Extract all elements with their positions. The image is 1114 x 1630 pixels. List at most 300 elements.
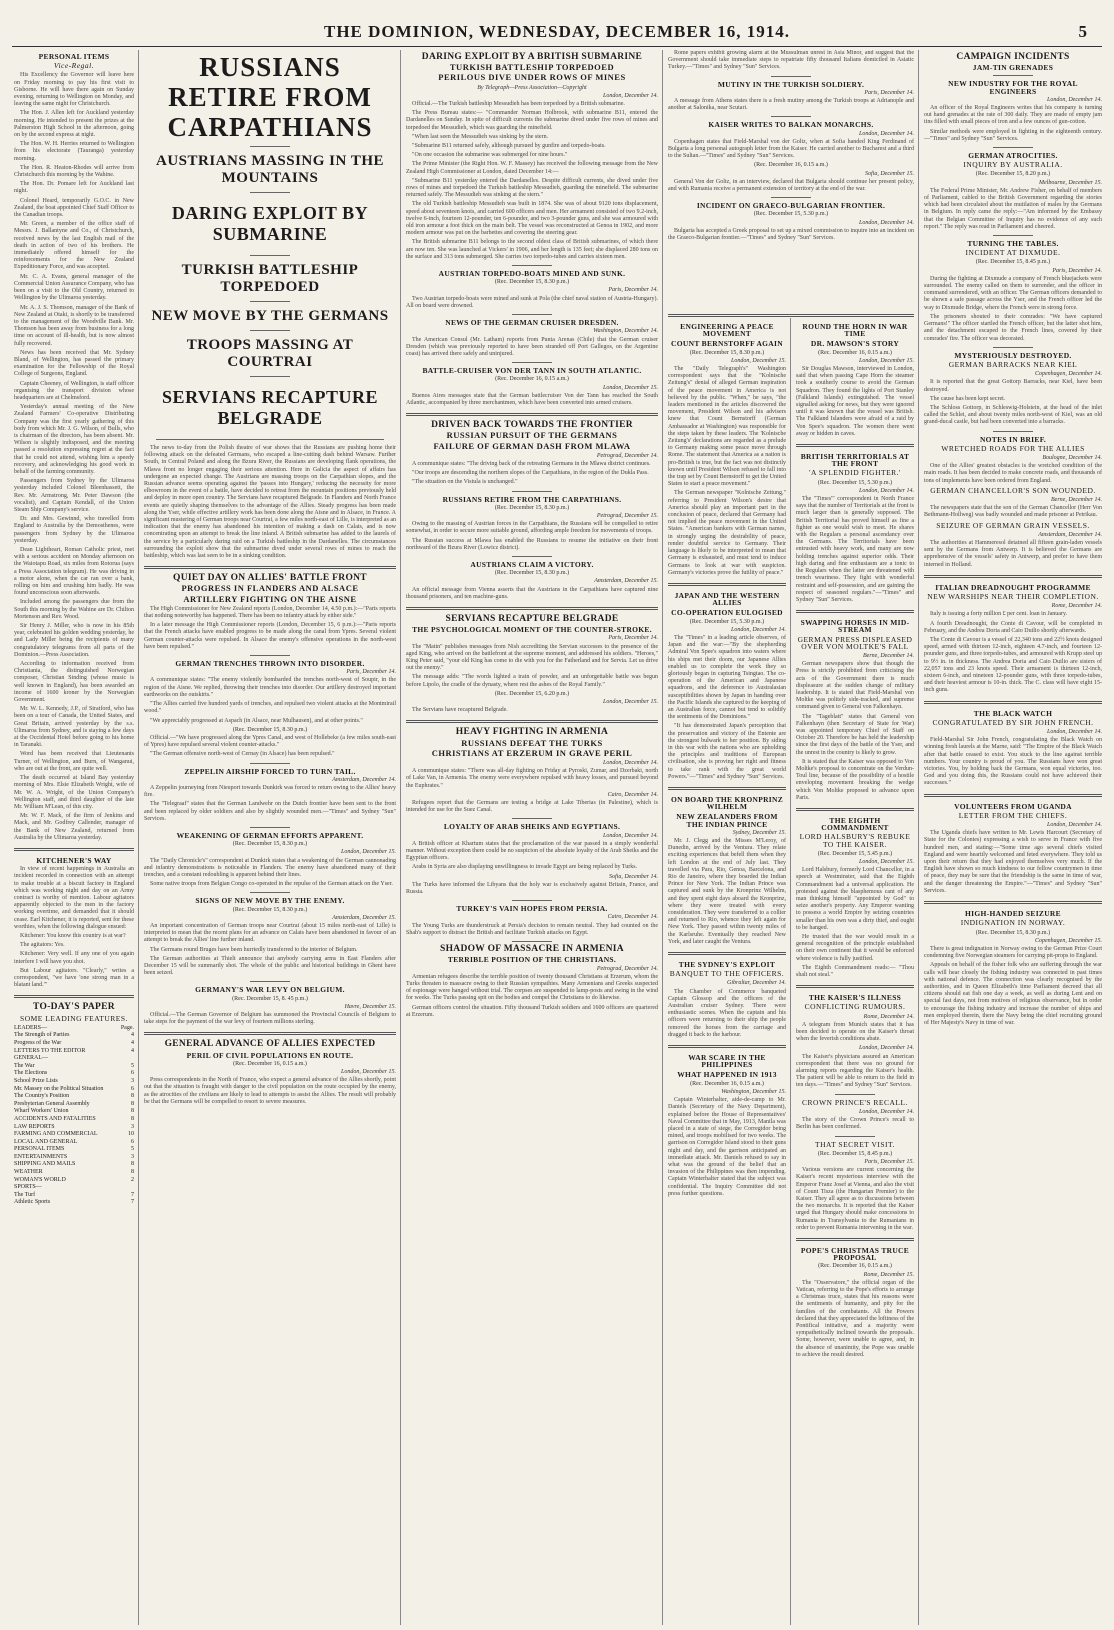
- column-naval-news: [406, 50, 658, 1625]
- index-row: [14, 1063, 134, 1071]
- headline: SERVIANS RECAPTURE BELGRADE: [162, 387, 378, 428]
- paragraph: The newspapers state that the son of the German Chancellor (Herr Von Bethmann-Hollweg) was badly wounded and made prisoner at Petrikau.: [924, 505, 1102, 519]
- paragraph: A telegram from Munich states that it has been decided to operate on the Kaiser's throat when the feverish conditions abate.: [796, 1021, 914, 1043]
- dateline: Washington, December 14.: [593, 328, 658, 335]
- headline: JAPAN AND THE WESTERN ALLIES: [674, 590, 780, 608]
- headline: NEW MOVE BY THE GERMANS: [151, 308, 389, 324]
- paragraph: "The German offensive north-west of Cernay (in Alsace) has been repulsed.": [150, 751, 335, 758]
- index-row: [14, 1161, 134, 1169]
- paragraph: The Uganda chiefs have written to Mr. Lewis Harcourt (Secretary of State for the Colonies) expressing a wish to serve in France with five hundred men, and stating:—"Some time ago several chiefs visited England and were heartily welcomed and feted everywhere. They told us upon their return that they had enjoyed themselves very much. If the English have shown so much kindness to our fellow countrymen in time of peace, they may be sure that the friendship is the same in time of war, and the danger threatening the Empire."—"Times" and Sydney "Sun" Services.: [924, 830, 1102, 894]
- subhead: CROWN PRINCE'S RECALL.: [802, 1097, 908, 1107]
- subhead: COUNT BERNSTORFF AGAIN: [671, 339, 783, 349]
- divider: [250, 892, 290, 893]
- received-line: (Rec. December 15, 8.45 p.m.): [975, 259, 1051, 266]
- subhead: KAISER WRITES TO BALKAN MONARCHS.: [708, 120, 874, 130]
- paragraph: Press correspondents in the North of France, who expect a general advance of the Allies shortly, point out that the situation is fraught with danger to the civil population on the route occupied by the enemy, as the atrocities of the civilians are likely to lead to attempts to assist the Allies. The result will probably be that the Germans will be compelled to resort to severe measures.: [144, 1077, 396, 1105]
- column-campaign-incidents: [924, 50, 1102, 1625]
- paragraph: A fourth Dreadnought, the Conte di Cavour, will be completed in February, and the Andrea Doria and Caio Duilio shortly afterwards.: [924, 620, 1102, 634]
- paragraph: Mr. C. A. Evans, general manager of the Commercial Union Assurance Company, who has been on a visit to the Old Country, returned to Wellington by the Ulimaroa yesterday.: [14, 273, 134, 302]
- subhead: INDIGNATION IN NORWAY.: [960, 918, 1066, 928]
- divider: [796, 444, 914, 447]
- divider: [512, 941, 552, 942]
- headline: ITALIAN DREADNOUGHT PROGRAMME: [935, 582, 1091, 592]
- received-line: (Rec. December 15, 8.30 p.m.): [232, 841, 308, 848]
- paragraph: The death occurred at Island Bay yesterday morning of Mrs. Elsie Elizabeth Wright, wife of Mr. W. A. Wright, of the Union Company's Wellington staff, and third daughter of the late Mr. William M'Lean, of this city.: [14, 775, 134, 810]
- paragraph: Mr. W. F. Mack, of the firm of Jenkins and Mack, and Mr. Godfrey Callender, manager of the Bank of New Zealand, returned from Australia by the Ulimaroa yesterday.: [14, 813, 134, 841]
- subhead: GERMAN BARRACKS NEAR KIEL: [948, 359, 1078, 369]
- paragraph: Sir Douglas Mawson, interviewed in London, said that when passing Cape Horn the steamer took a southerly course to avoid the German Squadron. They found the lights of Port Stanley (Falkland Islands) extinguished. The vessel signalled asking for news, but they were ignored until it was known that the vessel was British. The Falkland Islanders were afraid of a raid by Von Spee's squadron. The women there went away or hidden in caves.: [796, 366, 914, 437]
- index-label: Progress of the War: [14, 1039, 62, 1046]
- paragraph: The High Commissioner for New Zealand reports (London, December 14, 4.50 p.m.):—"Paris reports that nothing noteworthy has happened. There has been no infantry attack by either side.": [144, 605, 396, 620]
- dateline: London, December 15.: [603, 699, 658, 706]
- dateline: London, December 15.: [731, 357, 786, 364]
- received-line: (Rec. December 16, 0.15 a.m.): [690, 1080, 764, 1087]
- index-page: 8: [131, 1115, 134, 1122]
- dateline: Paris, December 14.: [346, 669, 396, 676]
- index-page: 4: [131, 1047, 134, 1054]
- index-label: PERSONAL ITEMS: [14, 1146, 65, 1153]
- paragraph: The German newspaper "Kolnische Zeitung," referring to President Wilson's desire that America should play an important part in the conclusion of peace, declared that Germany had not implied the peace movement in the United States. "American bankers with German names, in strongly urging the desirability of peace, render doubtful service to Germany. Their language is likely to be interpreted to mean that Germany is exhausted, and must tend to induce Germans to look at war with suspicion. Germany's victories prove the futility of peace.": [668, 490, 786, 576]
- divider: [406, 413, 658, 416]
- headline: BRITISH TERRITORIALS AT THE FRONT: [800, 452, 910, 469]
- paragraph: The agitators: Yes.: [20, 942, 65, 949]
- paragraph: "Submarine B11 returned safely, although pursued by gunfire and torpedo-boats.: [412, 143, 606, 150]
- index-header-right: Page.: [120, 1024, 134, 1031]
- divider: [512, 818, 552, 819]
- paragraph: Dr. and Mrs. Gewinnd, who travelled from England to Australia by the Demosthenes, were passengers from Sydney by the Ulimaroa yesterday.: [14, 516, 134, 544]
- index-row: [14, 1199, 134, 1207]
- received-line: (Rec. December 15, 5.30 p.m.): [817, 479, 893, 486]
- divider: [668, 787, 786, 790]
- subhead: NEW WARSHIPS NEAR THEIR COMPLETION.: [927, 591, 1099, 601]
- subhead: INCIDENT ON GRAECO-BULGARIAN FRONTIER.: [696, 201, 886, 211]
- paragraph: The Prime Minister (the Right Hon. W. F. Massey) has received the following message from the New Zealand High Commissioner at London, dated December 14:—: [406, 161, 658, 175]
- paragraph: Refugees report that the Germans are testing a bridge at Lake Tiberias (in Palestine), which is intended for use for the Suez Canal.: [406, 800, 658, 814]
- paragraph: The "Tageblatt" states that General von Falkenhayn (then Secretary of State for War) was appointed temporary Chief of Staff on October 20. Therefore he has held the leadership since the first days of the battle of the Yser, and the unrest in the country is likely to grow.: [796, 713, 914, 756]
- paragraph: Buenos Aires messages state that the German battlecruiser Von der Tann has reached the South Atlantic, accompanied by three merchantmen, which have been converted into armed cruisers.: [406, 392, 658, 406]
- paragraph: Passengers from Sydney by the Ulimaroa yesterday included Colonel Bleenhassett, the Rev. Mr. Armstrong, Mr. Peter Dawson (the vocalist), and Captain Kendall, of the Union Steam Ship Company's service.: [14, 478, 134, 513]
- paragraph: An officer of the Royal Engineers writes that his company is turning out hand grenades at the rate of 300 daily. They are made of empty jam tins filled with small pieces of iron and a few ounces of gun-cotton.: [924, 105, 1102, 126]
- divider: [771, 197, 811, 198]
- index-page: 6: [131, 1085, 134, 1092]
- index-row: [14, 1093, 134, 1101]
- index-row: [14, 1055, 134, 1063]
- paragraph: The Federal Prime Minister, Mr. Andrew Fisher, on behalf of members of Parliament, cabled to the British Government regarding the stories which had been circulated about the mutilation of males by the Germans in Belgium. In reply came the reply:—"Am informed by the Embassy that the Belgian Committee of Inquiry has no evidence of any such report." The reply was read in Parliament and cheered.: [924, 187, 1102, 230]
- subhead: BATTLE-CRUISER VON DER TANN IN SOUTH ATLANTIC.: [422, 366, 642, 376]
- dateline: London, December 15.: [341, 1069, 396, 1076]
- divider: [771, 76, 811, 77]
- paragraph: In a later message the High Commissioner reports (London, December 15, 6 p.m.):—"Paris reports that the French attacks have enabled progress to be made along the canal from Ypres. Several violent German counter-attacks were repulsed. In Alsace the enemy's offensive operations in the north-west have been repulsed.": [144, 622, 396, 650]
- subhead: CONFLICTING RUMOURS.: [804, 1002, 906, 1012]
- received-line: (Rec. December 15, 8.20 p.m.): [975, 171, 1051, 178]
- divider: [512, 314, 552, 315]
- paragraph: Yesterday's annual meeting of the New Zealand Farmers' Co-operative Distributing Company was the first yearly gathering of this body from which Mr. J. G. Wilson, of Bulls, who is chairman of the directors, has been absent. Mr. Wilson is slightly indisposed, and the meeting passed a resolution expressing regret at the fact that he could not attend, wishing him a speedy recovery, and acknowledging his good work in behalf of the farming community.: [14, 404, 134, 475]
- divider: [156, 439, 384, 440]
- paragraph: The "Matin" publishes messages from Nish accrediting the Servian successes to the presence of the aged King, who arrived on the battlefront at the supreme moment, and addressed his soldiers. "Heroes," King Peter said, "your old King has come to die with you for the Fatherland and for Servia. Let us drive out the enemy.": [406, 643, 658, 672]
- received-line: (Rec. December 15, 5.30 p.m.): [689, 618, 765, 625]
- paragraph: A Zeppelin journeying from Nieuport towards Dunkirk was forced to return owing to the Allies' heavy fire.: [144, 784, 396, 799]
- paragraph: An official message from Vienna asserts that the Austrians in the Carpathians have captured nine thousand prisoners, and ten machine-guns.: [406, 586, 658, 600]
- subhead: THE PSYCHOLOGICAL MOMENT OF THE COUNTER-STROKE.: [412, 625, 652, 635]
- column-rule: [138, 50, 139, 1625]
- index-label: FARMING AND COMMERCIAL: [14, 1131, 98, 1138]
- divider: [796, 985, 914, 988]
- vice-regal-subhead: Vice-Regal.: [53, 61, 95, 71]
- divider: [668, 583, 786, 586]
- received-line: (Rec. December 15, 8.30 p.m.): [689, 349, 765, 356]
- divider: [668, 1045, 786, 1048]
- subhead: GERMANY'S WAR LEVY ON BELGIUM.: [195, 985, 345, 995]
- dateline: London, December 14.: [1047, 822, 1102, 829]
- index-row: [14, 1154, 134, 1162]
- index-row: [14, 1048, 134, 1056]
- column-personal-items: [14, 50, 134, 1625]
- dateline: Cairo, December 14.: [607, 791, 658, 798]
- paragraph: The Kaiser's physicians assured an American correspondent that there was no ground for alarming reports regarding the Kaiser's health. The patient will be able to return to the field in ten days.—"Times" and Sydney "Sun" Services.: [796, 1053, 914, 1089]
- subhead: MYSTERIOUSLY DESTROYED.: [954, 350, 1072, 360]
- divider: [250, 192, 290, 193]
- headline: HEAVY FIGHTING IN ARMENIA: [455, 727, 609, 738]
- dateline: Petrograd, December 14.: [596, 452, 658, 459]
- paragraph: Mr. Green, a member of the office staff of Messrs. J. Ballantyne and Co., of Christchurch, received news by the last English mail of the death in action of two of his brothers. He immediately offered himself for the reinforcements for the New Zealand Expeditionary Force, and was accepted.: [14, 221, 134, 271]
- headline: SERVIANS RECAPTURE BELGRADE: [445, 613, 619, 624]
- received-line: (Rec. December 16, 0.15 a.m.): [818, 1263, 892, 1270]
- received-line: (Rec. December 15, 6.20 p.m.): [494, 690, 570, 697]
- paragraph: The Conte di Cavour is a vessel of 22,340 tons and 22½ knots designed speed, armed with thirteen 12-inch, eighteen 4.7-inch, and fourteen 12-pounder guns, and three torpedo-tubes, and armoured with Krupp steel up to 9½ in. in thickness. The Andrea Doria and Caio Duilio are sisters of 22,057 tons and 23 knots speed. Their armament is thirteen 12-inch, sixteen 6-inch, and nineteen 12-pounder guns, with three torpedo-tubes, and their heaviest armour is 10-in. thick. The C. class will have eight 15-inch guns.: [924, 637, 1102, 694]
- paragraph: The Schloss Gottorp, in Schleswig-Holstein, at the head of the inlet called the Schlei, and about twenty miles north-west of Kiel, was an old grand-ducal castle, but had been converted into a barracks.: [924, 404, 1102, 426]
- divider: [512, 265, 552, 266]
- subhead: PERIL OF CIVIL POPULATIONS EN ROUTE.: [186, 1050, 354, 1060]
- page-number: 5: [1078, 22, 1088, 41]
- paragraph: A communique states: "The driving back of the retreating Germans in the Mlawa district continues.: [412, 460, 651, 467]
- divider: [924, 901, 1102, 904]
- divider: [14, 848, 134, 851]
- index-page: 8: [131, 1108, 134, 1115]
- dateline: London, December 14.: [859, 1108, 914, 1115]
- divider: [924, 701, 1102, 704]
- paragraph: "The situation on the Vistula is unchanged.": [412, 479, 518, 486]
- index-label: Athletic Sports: [14, 1199, 51, 1206]
- dateline: London, December 14.: [603, 92, 658, 99]
- dateline: Copenhagen, December 14.: [1035, 371, 1102, 378]
- paragraph: Kitchener: Very well. If any one of you again interfere I will have you shot.: [14, 951, 134, 965]
- paragraph: "On one occasion the submarine was submerged for nine hours.": [412, 152, 568, 159]
- headline: THE SYDNEY'S EXPLOIT: [678, 960, 776, 970]
- headline: DARING EXPLOIT BY A BRITISH SUBMARINE: [421, 52, 643, 62]
- paragraph: The American Consul (Mr. Latham) reports from Punta Arenas (Chile) that the German cruiser Dresden (which was previously reported to have been stranded off Port Gallegos, on the Argentine coast) has arrived there safely and uninjured.: [406, 336, 658, 357]
- dateline: London, December 14.: [603, 832, 658, 839]
- dateline: Rome, December 15.: [863, 1271, 914, 1278]
- dateline: Rome, December 14.: [863, 1013, 914, 1020]
- paragraph: The Hon. W. H. Herries returned to Wellington from his electorate (Tauranga) yesterday morning.: [14, 141, 134, 162]
- subhead: WHAT HAPPENED IN 1913: [677, 1070, 777, 1080]
- index-page: 2: [131, 1176, 134, 1183]
- divider: [771, 116, 811, 117]
- headline: THE EIGHTH COMMANDMENT: [821, 815, 889, 833]
- leading-features-subhead: SOME LEADING FEATURES.: [20, 1013, 128, 1023]
- dateline: London, December 14.: [1047, 96, 1102, 103]
- paragraph: "It has demonstrated Japan's perception that the preservation and victory of the Entente are the strongest bulwark to her position. By siding in this war with the nations who are upholding the principles and traditions of European civilisation, she is proving her right and fitness to take rank with the great world Powers."—"Times" and Sydney "Sun" Services.: [668, 723, 786, 780]
- paragraph: The Press Bureau states:— "Commander Norman Holbrook, with submarine B11, entered the Dardanelles on Sunday. In spite of difficult currents the submarine dived under five rows of mines and torpedoed the Messudieh, which was guarding the minefield.: [406, 110, 658, 131]
- divider: [14, 995, 134, 998]
- subhead: GERMAN PRESS DISPLEASED OVER VON MOLTKE'S FALL: [797, 634, 913, 651]
- index-label: SHIPPING AND MAILS: [14, 1161, 76, 1168]
- headline: TURKISH BATTLESHIP TORPEDOED: [181, 262, 359, 295]
- headline: AUSTRIANS MASSING IN THE MOUNTAINS: [155, 153, 385, 186]
- dateline: Sofia, December 14.: [609, 873, 658, 880]
- index-row: [14, 1184, 134, 1192]
- paragraph: The Young Turks are thunderstruck at Persia's decision to remain neutral. They had counted on the Shah's support to distract the British and facilitate Turkish attacks on Egypt.: [406, 922, 658, 936]
- received-line: (Rec. December 16, 0.15 a.m.): [754, 162, 828, 169]
- divider: [993, 147, 1033, 148]
- paragraph: Copenhagen states that Field-Marshal von der Goltz, when at Sofia handed King Ferdinand of Bulgaria a long personal autograph letter from the Kaiser. He carried another to Bucharest and a third to the Sultan.—"Times" and Sydney "Sun" Services.: [668, 138, 914, 160]
- divider: [250, 827, 290, 828]
- subhead: NEWS OF THE GERMAN CRUISER DRESDEN.: [445, 318, 619, 328]
- paragraph: The cause has been kept secret.: [930, 395, 1006, 402]
- subhead: BANQUET TO THE OFFICERS.: [669, 969, 785, 979]
- dateline: Melbourne, December 15.: [1039, 179, 1102, 186]
- divider: [144, 566, 396, 569]
- paragraph: Italy is issuing a forty million £ per cent. loan in January.: [930, 611, 1068, 618]
- paragraph: Word has been received that Lieutenants Turner, of Wellington, and Burn, of Wanganui, who are out at the front, are quite well.: [14, 751, 134, 772]
- paragraph: The Turks have informed the Libyans that the holy war is exclusively against Britain, France, and Russia.: [406, 881, 658, 896]
- dateline: Berne, December 14.: [863, 652, 914, 659]
- paragraph: There is great indignation in Norway owing to the German Prize Court condemning five Norwegian steamers for carrying pit-props to England.: [924, 945, 1102, 960]
- received-line: (Rec. December 15, 8.30 p.m.): [232, 726, 308, 733]
- divider: [512, 491, 552, 492]
- index-page: 5: [131, 1062, 134, 1069]
- dateline: Havre, December 15.: [344, 1003, 396, 1010]
- dateline: Amsterdam, December 14.: [332, 776, 396, 783]
- headline: THE BLACK WATCH: [973, 708, 1053, 718]
- paragraph: The old Turkish battleship Messudieh was built in 1874. She was of about 9120 tons displacement, speed about seventeen knots, and carried 600 officers and men. Her armament consisted of two 9.2-inch, twelve 6-inch, fourteen 12-pounder, ten 6-pounder, and two 3-pounder guns, and she was armoured with old iron armour a foot thick on the main belt. The vessel was reconstructed at Genoa in 1902, and more modern armour was put on the barbettes and covering the steering gear.: [406, 201, 658, 237]
- paragraph: A communique states: "The enemy violently bombarded the trenches north-west of Soupir, in the region of the Aisne. We replied, throwing their trenches into disorder. Our artillery destroyed important earthworks on the outskirts.": [144, 677, 396, 698]
- index-page: 7: [131, 1191, 134, 1198]
- paragraph: The German authorities at Thielt announce that anybody carrying arms in East Flanders after December 15 will be summarily shot. The whole of the public and historical buildings in Ghent have been seized.: [144, 955, 396, 977]
- paragraph: "When last seen the Messudieh was sinking by the stern.: [412, 133, 549, 140]
- headline: VOLUNTEERS FROM UGANDA: [954, 801, 1072, 811]
- headline: WAR SCARE IN THE PHILIPPINES: [688, 1053, 766, 1070]
- index-label: SPORTS—: [14, 1184, 42, 1191]
- headline: ENGINEERING A PEACE MOVEMENT: [680, 322, 774, 339]
- paragraph: Mr. J. Clegg and the Misses M'Leroy, of Dunedin, arrived by the Ventura. They relate exciting experiences that befell them when they left London at the end of July last. They travelled via Para, Rio, Genoa, Barcelona, and Rio de Janeiro, where they boarded the Indian Prince for New York. The Indian Prince was captured and sunk by the Kronprinz Wilhelm, and they spent eight days aboard the Kronprinz, where they were treated with every consideration. They were transferred to a collier and returned to Rio, whence they left again for New York. They passed within twenty miles of the Karlsruhe. Eventually they reached New York, and later caught the Ventura.: [668, 838, 786, 945]
- paragraph: Appeals on behalf of the fisher folk who are suffering through the war calls will hear closely the fishing industry was connected in past times with national defence. The connection was clearly recognised by the authorities, and in Queen Elizabeth's time Parliament decreed that all citizens should eat fish one day a week, as well as during Lent and on special fast days, not from motives of religious observance, but in order to encourage the fishing industry and increase the number of ships and men employed therein, there the Navy being the chief recruiting ground of Her Majesty's Navy in time of war.: [924, 962, 1102, 1026]
- paragraph: Armenian refugees describe the terrible position of twenty thousand Christians at Erzerum, whom the Turks threaten to massacre owing to their Russian sympathies. Many Armenians and Greeks suspected of espionage were hanged without trial. The corpses are suspended to lamp-posts and swing in the wind for weeks. The Turks passing spit on the bodies and compel the Christians to do likewise.: [406, 973, 658, 1002]
- subhead: TURNING THE TABLES.: [967, 239, 1059, 249]
- index-label: The Elections: [14, 1070, 48, 1077]
- subhead: AUSTRIANS CLAIM A VICTORY.: [470, 559, 594, 569]
- index-page: 3: [131, 1123, 134, 1130]
- paragraph: The message adds: "The words lighted a train of powder, and an unforgettable battle was begun before Lipolo, the cradle of the dynasty, where rest the ashes of the Royal Family.": [406, 674, 658, 688]
- divider: [250, 655, 290, 656]
- column-rule: [662, 50, 663, 1625]
- divider: [250, 376, 290, 377]
- index-page: 8: [131, 1169, 134, 1176]
- received-line: (Rec. December 15, 8. 45 p.m.): [232, 995, 308, 1002]
- paragraph: Captain Cheeney, of Wellington, is staff officer organising the transport division whose headquarters are at Chelmsford.: [14, 380, 134, 401]
- index-row: [14, 1131, 134, 1139]
- received-line: (Rec. December 15, 8.30 p.m.): [494, 279, 570, 286]
- headline: THE KAISER'S ILLNESS: [808, 993, 902, 1003]
- subhead: NOTES IN BRIEF.: [979, 434, 1047, 444]
- divider: [250, 301, 290, 302]
- subhead: LETTER FROM THE CHIEFS.: [958, 810, 1068, 820]
- index-label: The Country's Position: [14, 1093, 70, 1100]
- index-row: [14, 1040, 134, 1048]
- headline: DRIVEN BACK TOWARDS THE FRONTIER: [431, 420, 633, 431]
- dateline: Paris, December 14.: [864, 89, 914, 96]
- divider: [924, 794, 1102, 797]
- index-row: [14, 1078, 134, 1086]
- received-line: (Rec. December 16, 0.15 a.m.): [818, 349, 892, 356]
- index-row: [14, 1108, 134, 1116]
- paragraph: Owing to the massing of Austrian forces in the Carpathians, the Russians will be compelled to retire somewhat, in order to secure more suitable ground, affording ample freedom for movements of troops.: [406, 521, 658, 535]
- paragraph: Official.—The Turkish battleship Messudieh has been torpedoed by a British submarine.: [412, 101, 625, 108]
- subhead: NEW ZEALANDERS FROM THE INDIAN PRINCE: [676, 812, 778, 829]
- paragraph: Arabs in Syria are also displaying unwillingness to invade Egypt are being replaced by Turks.: [412, 864, 638, 871]
- dateline: London, December 15.: [341, 849, 396, 856]
- index-label: Presbyterian General Assembly: [14, 1100, 90, 1107]
- paragraph: One of the Allies' greatest obstacles is the wretched condition of the main roads. It has been decided to make concrete roads, and thousands of tons of implements have been ordered from England.: [924, 463, 1102, 484]
- column-mawson: [796, 320, 914, 1625]
- dateline: Cairo, December 14.: [607, 914, 658, 921]
- divider: [512, 900, 552, 901]
- column-rule: [918, 50, 919, 1625]
- index-page: 5: [131, 1146, 134, 1153]
- dateline: Rome, December 14.: [1051, 603, 1102, 610]
- paragraph: A British officer at Khartum states that the proclamation of the war passed in a simply wonderful manner. Without exception there could be no suspicion of the absolute loyalty of the Arab Sheiks and the Egyptian officers.: [406, 840, 658, 862]
- dateline: London, December 15.: [859, 357, 914, 364]
- subhead: RUSSIANS DEFEAT THE TURKS: [461, 737, 603, 748]
- index-label: Mr. Massey on the Political Situation: [14, 1085, 104, 1092]
- divider: [668, 314, 914, 317]
- index-row: [14, 1177, 134, 1185]
- dateline: Berne, December 14.: [1051, 496, 1102, 503]
- index-page: 4: [131, 1039, 134, 1046]
- index-label: LOCAL AND GENERAL: [14, 1138, 78, 1145]
- headline: GENERAL ADVANCE OF ALLIES EXPECTED: [164, 1039, 376, 1050]
- index-row: [14, 1146, 134, 1154]
- index-header-left: LEADERS—: [14, 1024, 47, 1031]
- index-page: 8: [131, 1093, 134, 1100]
- paragraph: The "Daily Telegraph's" Washington correspondent says that the "Kolnische Zeitung's" denial of alleged German inspiration of the peace movement in America is not believed by the public. "When," he says, "the leaders mentioned in the articles discovered the movement, President Wilson and his advisers knew that Count Bernstorff (German Ambassador at Washington) was responsible for the steps taken by these leaders. The 'Kolnische Zeitung's' declarations are regarded as a prelude to Germany making some peace move through Rome. The statement that America as a nation is pro-British is true, but the fact was not distinctly known until President Wilson refused to fall into the trap set by Count Bernstorff to get the United States to start a peace movement.": [668, 366, 786, 488]
- subhead: SIGNS OF NEW MOVE BY THE ENEMY.: [195, 896, 345, 906]
- index-label: WEATHER: [14, 1169, 43, 1176]
- dateline: Amsterdam, December 15.: [332, 914, 396, 921]
- main-headline: RUSSIANS RETIRE FROM CARPATHIANS: [167, 52, 373, 142]
- subhead: WRETCHED ROADS FOR THE ALLIES: [941, 443, 1085, 453]
- paragraph: The story of the Crown Prince's recall to Berlin has been confirmed.: [796, 1117, 914, 1131]
- index-label: LAW REPORTS: [14, 1123, 55, 1130]
- index-label: The Turf: [14, 1191, 36, 1198]
- headline: QUIET DAY ON ALLIES' BATTLE FRONT: [173, 573, 367, 584]
- subhead: TURKEY'S VAIN HOPES FROM PERSIA.: [456, 904, 608, 914]
- headline: SWAPPING HORSES IN MID-STREAM: [800, 618, 910, 635]
- divider: [250, 330, 290, 331]
- paragraph: "Our troops are descending the northern slopes of the Carpathians, in the region of the Dukla Pass.: [412, 470, 649, 477]
- subhead: TURKISH BATTLESHIP TORPEDOED: [449, 62, 615, 73]
- subhead: FAILURE OF GERMAN DASH FROM MLAWA: [433, 440, 631, 451]
- received-line: (Rec. December 16, 0.15 a.m.): [233, 1060, 307, 1067]
- dateline: London, December 14.: [1047, 729, 1102, 736]
- paragraph: The "Times" in a leading article observes, of Japan and the war:—"By the shepherding Admiral Von Spee's squadron into waters where his ships met their doom, our Japanese Allies enabled us to complete the work they so gloriously began in capturing Tsingtao. The co-operation of the American and Japanese squadrons, and the deference to Australasian susceptibilities shown by Japan in handing over the Pacific Islands she captured to the keeping of an Australian force, cannot but tend to solidify the sentiments of the Dominions.": [668, 634, 786, 721]
- paragraph: General Von der Goltz, in an interview, declared that Bulgaria should continue her present policy, and with Rumania receive a permanent extension of territory at the end of the war.: [668, 178, 914, 193]
- paragraph: The "Daily Chronicle's" correspondent at Dunkirk states that a weakening of the German cannonading and infantry demonstrations is noticeable in Flanders. The enemy have abandoned many of their trenches, and a constant redoubling is apparent behind their lines.: [144, 857, 396, 878]
- received-line: (Rec. December 15, 8.30 p.m.): [232, 906, 308, 913]
- index-row: [14, 1169, 134, 1177]
- paragraph: "We appreciably progressed at Aspach (in Alsace, near Mulhausen), and at other points.": [150, 717, 363, 724]
- subhead: 'A SPLENDID FIGHTER.': [809, 468, 901, 478]
- dateline: Paris, December 14.: [608, 287, 658, 294]
- dateline: Washington, December 15.: [721, 1088, 786, 1095]
- paragraph: "The Allies carried five hundred yards of trenches, and repulsed two violent attacks at the Montmirail wood.": [144, 701, 396, 715]
- paragraph: Two Austrian torpedo-boats were mined and sunk at Pola (the chief naval station of Austria-Hungary). All on board were drowned.: [406, 295, 658, 309]
- dateline: Copenhagen, December 15.: [1035, 937, 1102, 944]
- paragraph: The Eighth Commandment reads:— "Thou shalt not steal.": [796, 964, 914, 979]
- subhead: TERRIBLE POSITION OF THE CHRISTIANS.: [447, 955, 617, 965]
- paragraph: The Germans round Bruges have been hurriedly transferred to the interior of Belgium.: [150, 946, 358, 953]
- subhead: CONGRATULATED BY SIR JOHN FRENCH.: [932, 717, 1094, 727]
- index-page: 3: [131, 1077, 134, 1084]
- index-label: The War: [14, 1062, 35, 1069]
- index-page: 4: [131, 1032, 134, 1039]
- divider: [668, 952, 786, 955]
- paragraph: He trusted that the war would result in a general recognition of the principle established on their own continent that it would be enforced where violence is fully justified.: [796, 934, 914, 962]
- divider: [835, 1094, 875, 1095]
- paragraph: Various versions are current concerning the Kaiser's recent mysterious interview with the Emperor Franz Josef at Vienna, and also the visit of Count Tisza (the Hungarian Premier) to the Kaiser. They all agree as to discussions between the two monarchs. It is reported that the Kaiser urged that Hungary should make concessions to Rumania in Transylvania to the Rumanians in order to prevent Rumania intervening in the war.: [796, 1167, 914, 1231]
- paragraph: The Hon. J. Allen left for Auckland yesterday morning. He intended to present the prizes at the Palmerston High School in the afternoon, going on by the second express at night.: [14, 110, 134, 139]
- index-row: [14, 1116, 134, 1124]
- dateline: Paris, December 14.: [1052, 267, 1102, 274]
- index-label: GENERAL—: [14, 1055, 48, 1062]
- column-rule: [790, 318, 791, 1625]
- subhead: RUSSIANS RETIRE FROM THE CARPATHIANS.: [442, 494, 622, 504]
- index-row: [14, 1139, 134, 1147]
- subhead: THAT SECRET VISIT.: [815, 1139, 895, 1149]
- index-page: 8: [131, 1161, 134, 1168]
- paragraph: According to information received from Christiania, the distinguished Norwegian composer, Christian Sinding (whose music is well known in England), has been awarded an income of 1600 kroner by the Norwegian Government.: [14, 661, 134, 704]
- masthead-title: THE DOMINION, WEDNESDAY, DECEMBER 16, 1914.: [323, 22, 791, 41]
- index-page: 3: [131, 1153, 134, 1160]
- divider: [250, 981, 290, 982]
- subhead: GERMAN TRENCHES THROWN INTO DISORDER.: [175, 659, 365, 669]
- paragraph: Rome papers exhibit growing alarm at the Mussulman unrest in Asia Minor, and suggest that the Government should take immediate steps to repatriate fifty thousand Italians domiciled in Asiatic Turkey.—"Times" and Sydney "Sun" Services.: [668, 50, 914, 71]
- index-label: ACCIDENTS AND FATALITIES: [14, 1115, 96, 1122]
- column-balkans: [668, 50, 914, 312]
- paragraph: Colonel Heard, temporarily G.O.C. in New Zealand, the boat appointed Chief Staff Officer to the Canadian troops.: [14, 197, 134, 219]
- subhead: LOYALTY OF ARAB SHEIKS AND EGYPTIANS.: [443, 822, 621, 832]
- divider: [250, 146, 290, 147]
- divider: [250, 763, 290, 764]
- index-row: [14, 1192, 134, 1200]
- divider: [512, 556, 552, 557]
- paragraph: Dean Lightheart, Roman Catholic priest, met with a serious accident on Monday afternoon on the Waiotapu Road, six miles from Rotorua (says a Press Association telegram). He was driving in a motor alone, when the car ran over a bank, rolling on him and crushing him badly. He was found unconscious soon afterwards.: [14, 547, 134, 597]
- paragraph: German officers control the situation. Fifty thousand Turkish soldiers and 1600 officers are quartered at Erzerum.: [406, 1004, 658, 1018]
- paragraph: Field-Marshal Sir John French, congratulating the Black Watch on winning fresh laurels at the Marne, said: "The Empire of the Black Watch after that battle ceased to exist. You stuck to the line against terrible numbers. Your country is proud of you. The Russians have won great victories. You, by holding back the Germans, won equal victories, too. God and you doing this, the Russians could not have achieved their successes.": [924, 737, 1102, 787]
- received-line: (Rec. December 16, 0.15 a.m.): [495, 376, 569, 383]
- divider: [924, 575, 1102, 578]
- dateline: Amsterdam, December 15.: [594, 578, 658, 585]
- divider: [144, 1032, 396, 1035]
- subhead: MUTINY IN THE TURKISH SOLDIERY.: [717, 79, 865, 89]
- subhead: PERILOUS DIVE UNDER ROWS OF MINES: [438, 72, 626, 83]
- index-page: 7: [131, 1199, 134, 1206]
- paragraph: His Excellency the Governor will leave here on Friday morning to pay his first visit to Gisborne. He will have there again on Sunday evening, returning to Wellington on Monday, and leaving the same night for Christchurch.: [14, 72, 134, 108]
- kitchener-heading: KITCHENER'S WAY: [36, 855, 112, 865]
- paragraph: The news to-day from the Polish theatre of war shows that the Russians are pushing home their following attack on the defeated Germans, who escaped a line-cutting dash behind Warsaw. Further South, in Central Poland and along the Bzura River, the Russians are developing flank operations, the Mlawa front no longer engaging their serious attention. Here in Galicia the aspect of affairs has undergone an expected change. The Austrians are massing troops on the Carpathian slopes, and the Russian advance seems operating against the 'passes into Hungary,' reducing the necessity for more elbowroom in the event of a battle, have decided to retreat from the mountain positions previously held and deploy in more open country. The Servians have recaptured Belgrade. In Flanders and North France events are quietly shaping themselves to the advantage of the Allies. Steady progress has been made along the Yser, while effective artillery work has been done along the Aisne and in Alsace, in France. A significant mustering of German troops near Courtrai, a few miles north-east of Lille, is interpreted as an indication that the enemy has abandoned his intention of making a dash on Calais, and is now concentrating upon an attempt to break the line inland. A British submarine has added to the laurels of the service by a particularly daring raid on a Turkish battleship in the Dardanelles. The circumstances surrounding the exploit show that the submarine dived under several rows of mines to reach the battleship, which was last seen to be in a sinking condition.: [144, 445, 396, 560]
- received-line: (Rec. December 15, 5.45 p.m.): [817, 850, 893, 857]
- byline: By Telegraph—Press Association—Copyright: [477, 84, 587, 91]
